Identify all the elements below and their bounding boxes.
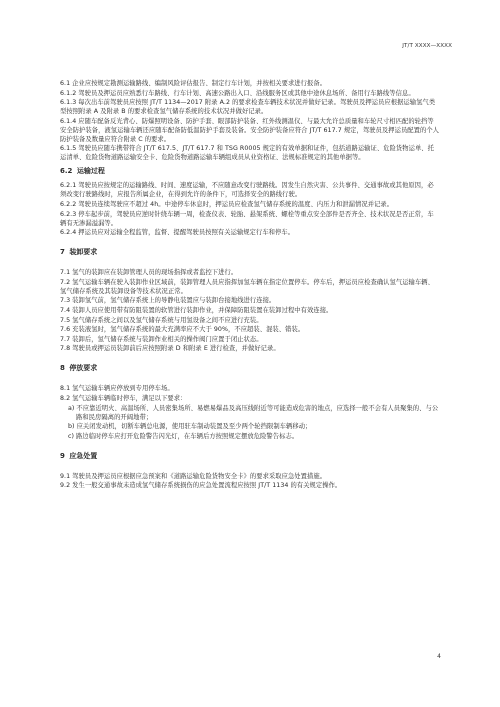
clause-text: 装卸人员应使用带有防阻装置的软管进行装卸作业，并保障防阻装置在装卸过程中有效连接。 <box>72 306 333 314</box>
clause-paragraph <box>60 228 440 237</box>
clause-paragraph <box>60 89 440 98</box>
clause-number: 8.2 <box>60 394 71 402</box>
clause-number: 6.1 <box>60 80 71 87</box>
heading-number: 7 <box>60 248 65 257</box>
clause-text: 应随车配备反光背心、防爆照明设备、防护手套、眼部防护装备、红外线测温仪、与最大允许总质量和车轮尺寸相匹配的轮挡等安全防护装备，液氢运输车辆还应随车配备防低温防护手套及装备。安全防护装备应符合 JT/T 617.7 规定，驾驶员及押运员配置的个人防护装备及数量应符合附录 C 的要求。 <box>60 117 440 143</box>
clause-number: 7.7 <box>60 335 71 343</box>
section-6-2-list <box>60 181 440 237</box>
clause-paragraph <box>60 200 440 209</box>
clause-number: 7.4 <box>60 306 71 314</box>
clause-text: 驾驶员及押运员应熟悉行车路线、行车计划、高速公路出入口、沿线服务区或其他中途休息场所、备用行车路线等信息。 <box>78 89 415 97</box>
clause-paragraph <box>60 181 440 199</box>
clause-text: 押运员应对运输全程监管，监督、提醒驾驶员按照有关运输规定行车和停车。 <box>78 229 295 237</box>
clause-number: 6.1.5 <box>60 145 77 153</box>
clause-number: 6.2.3 <box>60 210 77 218</box>
clause-paragraph <box>60 404 440 422</box>
clause-number: 7.6 <box>60 326 71 334</box>
clause-number: 6.1.3 <box>60 99 77 107</box>
clause-text: 充装液氢时，氢气储存系统的最大充满率应不大于 90%，不应超装、混装、错装。 <box>72 326 305 334</box>
clause-paragraph <box>60 384 440 393</box>
clause-text: 路边临时停车应打开危险警告闪光灯，在车辆后方按照规定摆放危险警告标志。 <box>76 432 299 440</box>
clause-paragraph <box>60 481 440 490</box>
clause-number: 6.2.1 <box>60 182 77 190</box>
clause-paragraph <box>60 422 440 431</box>
heading-number: 6.2 <box>60 167 73 176</box>
clause-paragraph <box>60 316 440 325</box>
clause-text: 发生一般交通事故未造成氢气储存系统损伤的应急处置流程应按照 JT/T 1134 的有关规定操作。 <box>72 482 342 490</box>
clause-number: 7.2 <box>60 278 71 286</box>
subsection-heading-6-2 <box>60 167 440 176</box>
heading-title: 停放要求 <box>69 364 98 373</box>
page-number: 4 <box>437 653 441 660</box>
clause-paragraph <box>60 98 440 116</box>
clause-paragraph <box>60 325 440 334</box>
clause-text: 氢气运输车辆在驶入装卸作业区域前，装卸管理人员应指挥加氢车辆在指定位置停车。停车后，押运员应检查确认氢气运输车辆、氢气储存系统及其装卸设备等技术状况正常。 <box>60 278 434 295</box>
clause-text: 停车起步前，驾驶员应逆时针绕车辆一周，检查仪表、轮胎、悬架系统、螺栓等重点安全部件是否齐全、技术状况是否正常，车辆有无渗漏溢漏等。 <box>60 210 434 227</box>
clause-paragraph <box>60 432 440 441</box>
clause-paragraph <box>60 117 440 144</box>
heading-number: 9 <box>60 451 65 460</box>
clause-number: 7.8 <box>60 345 71 353</box>
clause-paragraph <box>60 268 440 277</box>
heading-title: 应急处置 <box>69 451 98 460</box>
clause-number: 6.2.4 <box>60 229 77 237</box>
section-9-list <box>60 472 440 491</box>
heading-title: 运输过程 <box>76 167 105 176</box>
heading-number: 8 <box>60 364 65 373</box>
section-heading-9 <box>60 452 440 461</box>
clause-paragraph <box>60 210 440 228</box>
clause-number: c) <box>68 432 75 440</box>
clause-number: 6.2.2 <box>60 200 77 208</box>
clause-text: 每次出车前驾驶员应按照 JT/T 1134—2017 附录 A.2 的要求检查车辆技术状况并做好记录。驾驶员及押运员应根据运输氢气类型按照附录 A 及附录 B 的要求检查氢气储存系统的技术状况并做好记录。 <box>60 99 436 116</box>
clause-number: a) <box>68 404 75 412</box>
clause-paragraph <box>60 335 440 344</box>
clause-number: b) <box>68 423 75 431</box>
document-code: JT/T XXXX—XXXX <box>402 43 452 49</box>
clause-paragraph <box>60 278 440 296</box>
clause-number: 6.1.2 <box>60 89 77 97</box>
clause-paragraph <box>60 306 440 315</box>
section-8-sublist <box>60 404 440 441</box>
clause-number: 9.1 <box>60 472 71 480</box>
section-7-list <box>60 268 440 353</box>
clause-paragraph <box>60 344 440 353</box>
clause-text: 装卸后，氢气储存系统与装卸作业相关的操作阀门应置于闭止状态。 <box>72 335 263 343</box>
section-heading-7 <box>60 248 440 257</box>
clause-number: 9.2 <box>60 482 71 490</box>
main-content <box>60 79 440 491</box>
clause-number: 7.3 <box>60 297 71 305</box>
clause-text: 驾驶员及押运员应根据应急预案和《道路运输危险货物安全卡》的要求采取应急处置措施。 <box>72 472 327 480</box>
clause-text: 驾驶员或押运员装卸前后应按照附录 D 和附录 E 进行检查，并做好记录。 <box>72 345 280 353</box>
clause-paragraph <box>60 472 440 481</box>
clause-number: 7.1 <box>60 269 71 277</box>
clause-number: 7.5 <box>60 316 71 324</box>
clause-text: 氢气的装卸应在装卸管理人员的现场指挥或者监控下进行。 <box>72 269 238 277</box>
clause-text: 驾驶员应按规定的运输路线、时间、速度运输，不应随意改变行驶路线。因发生自然灾害、公共事件、交通事故或其他原因，必须改变行驶路线时，应报告所属企业，在得到允许的条件下，可选择安全的路线行驶。 <box>60 182 434 199</box>
clause-text: 氢气运输车辆应停放到专用停车场。 <box>72 385 174 393</box>
clause-text: 应关闭发动机，切断车辆总电源，使用驻车制动装置及至少两个轮挡限制车辆移动； <box>76 423 312 431</box>
heading-title: 装卸要求 <box>69 248 98 257</box>
clause-paragraph <box>60 394 440 403</box>
clause-number: 8.1 <box>60 385 71 393</box>
clause-text: 氢气运输车辆临时停车，满足以下要求： <box>72 394 187 402</box>
clause-text: 驾驶员连续驾驶应不超过 4h。中途停车休息时，押运员应检查氢气储存系统的温度、内压力和泄漏情况并记录。 <box>78 200 394 208</box>
clause-text: 不应靠近明火、高温场所、人员密集场所、易燃易爆品及高压线附近等可能造成危害的地点，应选择一般不会有人员聚集的、与公路和民房隔离的开阔地带； <box>76 404 439 421</box>
section-heading-8 <box>60 364 440 373</box>
section-6-1-list <box>60 79 440 162</box>
clause-number: 6.1.4 <box>60 117 77 125</box>
clause-text: 氢气储存系统之间以及氢气储存系统与用氢设备之间不应进行充装。 <box>72 316 263 324</box>
clause-paragraph <box>60 296 440 305</box>
section-8-list <box>60 384 440 403</box>
clause-text: 驾驶员应随车携带符合 JT/T 617.5、JT/T 617.7 和 TSG R0005 规定的有效单据和证件，包括道路运输证、危险货物运单、托运清单、危险货物道路运输安全卡、危险货物道路运输车辆组成员从业资格证、法规标准规定的其他单据等。 <box>60 145 434 162</box>
clause-paragraph <box>60 79 440 88</box>
clause-paragraph <box>60 144 440 162</box>
clause-text: 装卸氢气前，氢气储存系统上的导静电装置应与装卸台接地线进行连接。 <box>72 297 276 305</box>
clause-text: 企业应按规定勘测运输路线、编制风险评估报告、制定行车计划，并按相关要求进行报备。 <box>72 80 327 87</box>
